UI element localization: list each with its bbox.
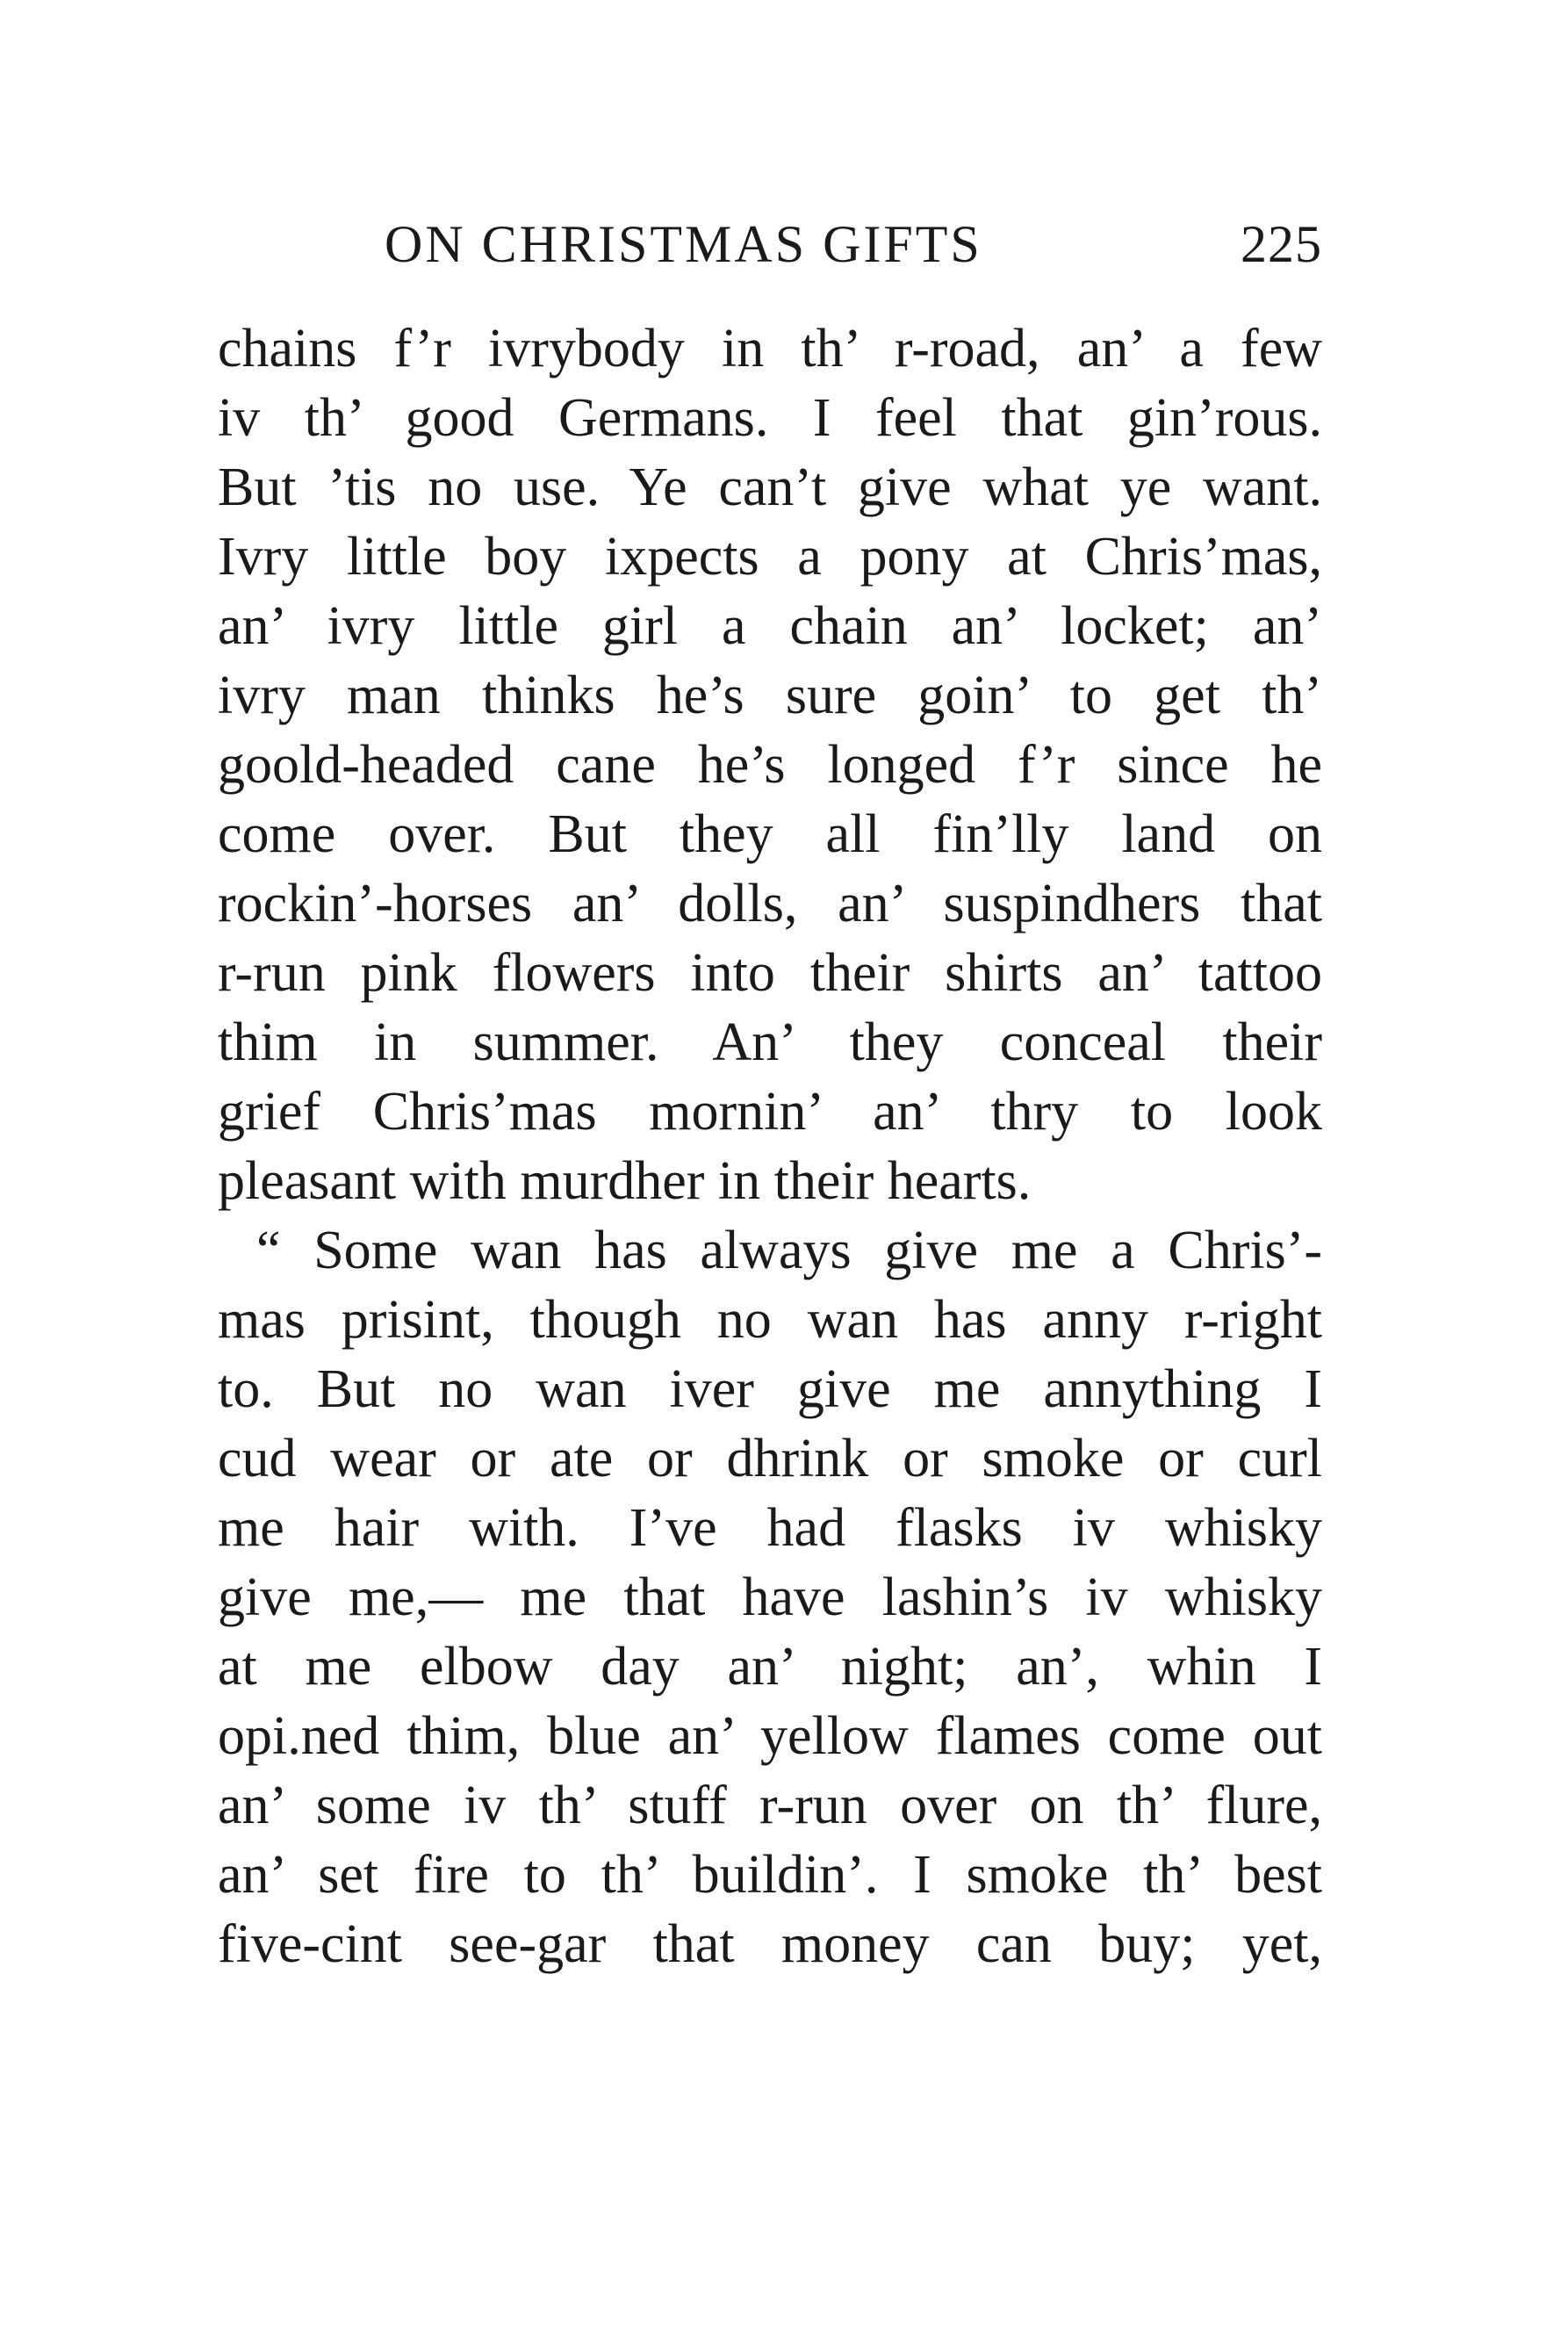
text-line: thim in summer. An’ they conceal their [218,1012,1322,1072]
text-line: But ’tis no use. Ye can’t give what ye want. [218,458,1322,517]
page-number: 225 [1241,215,1322,273]
text-line: at me elbow day an’ night; an’, whin I [218,1637,1322,1697]
text-line: an’ some iv th’ stuff r-run over on th’ flure, [218,1776,1322,1835]
text-line: five-cint see-gar that money can buy; yet, [218,1914,1322,1974]
text-line: rockin’-horses an’ dolls, an’ suspindhers that [218,874,1322,933]
text-line: an’ ivry little girl a chain an’ locket; an’ [218,596,1322,656]
text-line: to. But no wan iver give me annything I [218,1359,1322,1419]
running-head [385,209,1322,279]
text-line: give me,— me that have lashin’s iv whisky [218,1567,1322,1627]
text-line: pleasant with murdher in their hearts. [218,1151,1032,1211]
text-line: iv th’ good Germans. I feel that gin’rous. [218,388,1322,448]
text-line: me hair with. I’ve had flasks iv whisky [218,1498,1322,1558]
text-line: come over. But they all fin’lly land on [218,804,1322,864]
paragraph-start-line: “ Some wan has always give me a Chris’- [256,1221,1322,1280]
text-line: opi.ned thim, blue an’ yellow flames come out [218,1706,1322,1766]
text-line: cud wear or ate or dhrink or smoke or curl [218,1429,1322,1488]
text-line: mas prisint, though no wan has anny r-right [218,1290,1322,1350]
body-text [218,314,1322,1979]
chapter-title: ON CHRISTMAS GIFTS [385,215,982,273]
text-line: chains f’r ivrybody in th’ r-road, an’ a few [218,319,1322,378]
text-line: an’ set fire to th’ buildin’. I smoke th’ best [218,1845,1322,1905]
text-line: Ivry little boy ixpects a pony at Chris’mas, [218,527,1322,587]
text-line: r-run pink flowers into their shirts an’ tattoo [218,943,1322,1003]
text-line: goold-headed cane he’s longed f’r since he [218,735,1322,795]
text-line: grief Chris’mas mornin’ an’ thry to look [218,1082,1322,1142]
text-line: ivry man thinks he’s sure goin’ to get th’ [218,666,1322,725]
